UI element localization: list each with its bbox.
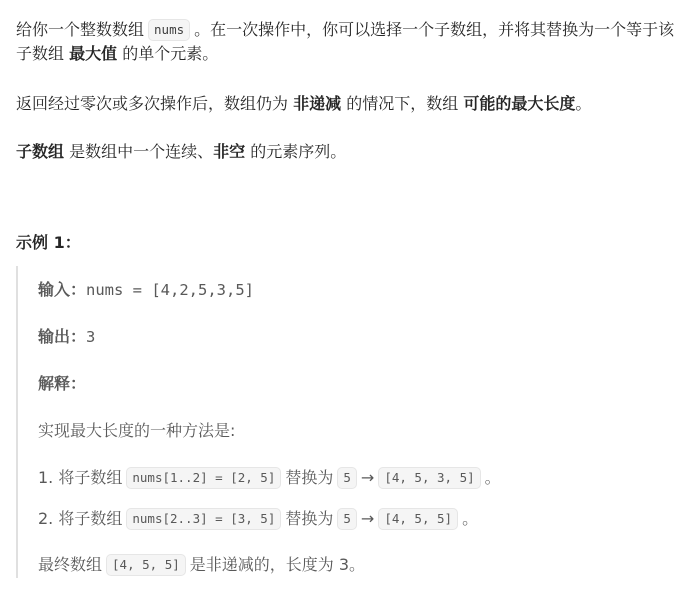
example-input-row (38, 278, 254, 302)
output-label: 输出： (38, 327, 87, 346)
final-array-row (38, 553, 365, 577)
final-text-a: 最终数组 (38, 555, 103, 574)
problem-paragraph-2 (16, 92, 685, 116)
non-empty-bold: 非空 (213, 142, 246, 161)
input-value: nums = [4,2,5,3,5] (86, 281, 254, 299)
explanation-description: 实现最大长度的一种方法是: (38, 421, 236, 440)
subarray-bold: 子数组 (16, 142, 65, 161)
step-number: 1. (38, 468, 54, 487)
step-subarray-code: nums[1..2] = [2, 5] (126, 467, 281, 489)
non-decreasing-bold: 非递减 (293, 94, 342, 113)
p3-text-b: 的元素序列。 (250, 142, 347, 161)
step-subarray-code: nums[2..3] = [3, 5] (126, 508, 281, 530)
p1-text-b: 。在一次操作中，你可以选择一个子数组，并将其替换为一个等于该子数组 (16, 20, 675, 63)
max-value-bold: 最大值 (69, 44, 118, 63)
explanation-label: 解释： (38, 374, 87, 393)
p2-text-a: 返回经过零次或多次操作后，数组仍为 (16, 94, 289, 113)
explanation-step (38, 507, 478, 531)
step-result-code: [4, 5, 5] (378, 508, 458, 530)
step-text-a: 将子数组 (58, 509, 123, 528)
p1-text-a: 给你一个整数数组 (16, 20, 145, 39)
step-end: 。 (462, 509, 479, 528)
p3-text-a: 是数组中一个连续、 (69, 142, 214, 161)
step-replacement-code: 5 (337, 508, 357, 530)
example-block (16, 266, 676, 578)
step-number: 2. (38, 509, 54, 528)
step-text-a: 将子数组 (58, 468, 123, 487)
nums-code: nums (148, 19, 190, 41)
final-text-b: 是非递减的，长度为 3。 (189, 555, 366, 574)
problem-paragraph-1 (16, 18, 685, 66)
step-text-b: 替换为 (285, 509, 334, 528)
problem-paragraph-3 (16, 140, 685, 164)
example-explanation-row (38, 372, 86, 396)
step-end: 。 (484, 468, 501, 487)
explanation-step (38, 466, 501, 490)
output-value: 3 (86, 328, 96, 346)
p2-text-c: 。 (575, 94, 592, 113)
example-output-row (38, 325, 95, 349)
max-length-bold: 可能的最大长度 (463, 94, 576, 113)
step-replacement-code: 5 (337, 467, 357, 489)
arrow-glyph: → (360, 468, 375, 487)
final-array-code: [4, 5, 5] (106, 554, 186, 576)
step-text-b: 替换为 (285, 468, 334, 487)
p2-text-b: 的情况下，数组 (346, 94, 459, 113)
example-title: 示例 1： (16, 233, 81, 252)
input-label: 输入： (38, 280, 87, 299)
p1-text-c: 的单个元素。 (122, 44, 219, 63)
arrow-glyph: → (360, 509, 375, 528)
step-result-code: [4, 5, 3, 5] (378, 467, 480, 489)
